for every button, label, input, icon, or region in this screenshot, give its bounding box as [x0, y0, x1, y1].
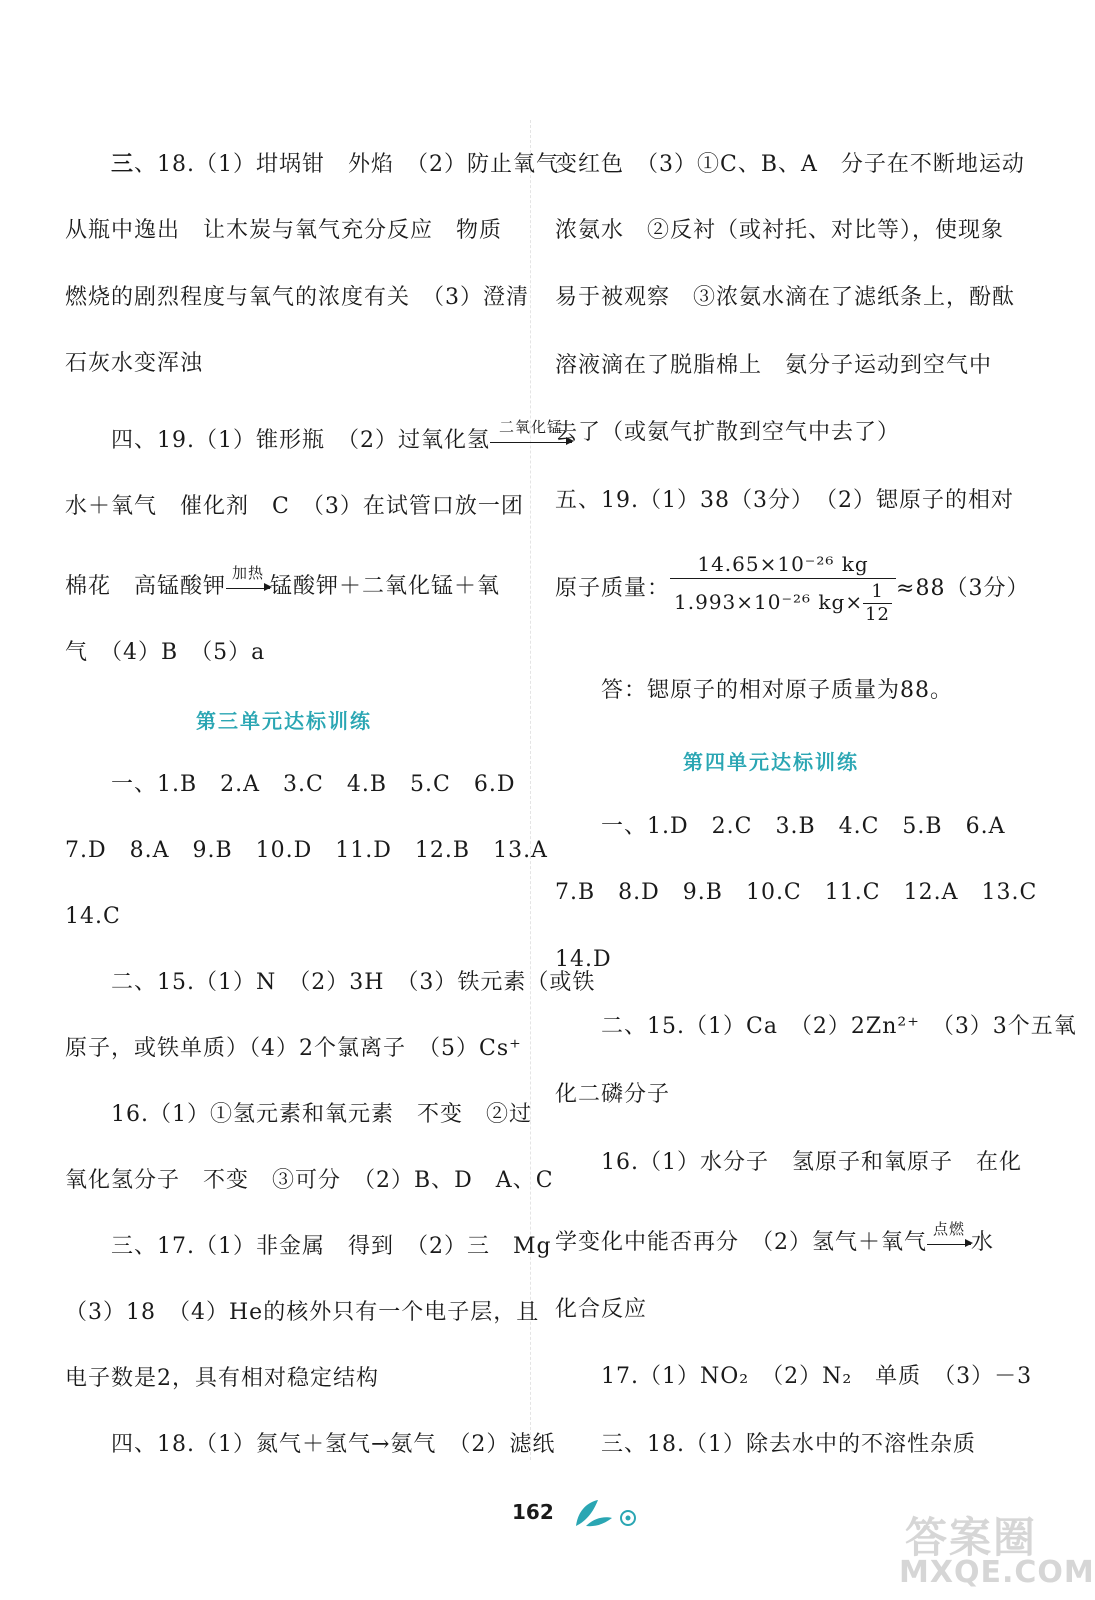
- formula-subfraction: $\frac{1}{12}$: [865, 581, 891, 625]
- answer-line: 二、15.（1）N （2）3H （3）铁元素（或铁: [111, 970, 596, 995]
- answer-line: 7.B 8.D 9.B 10.C 11.C 12.A 13.C: [555, 880, 1038, 905]
- answer-line: 原子，或铁单质）（4）2个氯离子 （5）Cs⁺: [65, 1036, 522, 1061]
- answer-line: 水＋氧气 催化剂 C （3）在试管口放一团: [65, 494, 524, 519]
- answer-line: 二、15.（1）Ca （2）2Zn²⁺ （3）3个五氧: [601, 1014, 1077, 1039]
- answer-line: 从瓶中逸出 让木炭与氧气充分反应 物质: [65, 218, 503, 243]
- answer-line: 三、18.（1）除去水中的不溶性杂质: [601, 1432, 976, 1457]
- answer-line: 氧化氢分子 不变 ③可分 （2）B、D A、C: [65, 1168, 554, 1193]
- reaction-arrow: 二氧化锰: [490, 440, 572, 443]
- answer-line: 浓氨水 ②反衬（或衬托、对比等），使现象: [555, 218, 1005, 243]
- answer-line: 五、19.（1）38（3分） （2）锶原子的相对: [555, 488, 1014, 513]
- answer-line: 气 （4）B （5）a: [65, 640, 266, 665]
- answer-line: 化合反应: [555, 1297, 648, 1322]
- answer-line: 三、18.（1）坩埚钳 外焰 （2）防止氧气: [111, 152, 559, 177]
- answer-line: 化二磷分子: [555, 1082, 671, 1107]
- answer-line: 一、1.B 2.A 3.C 4.B 5.C 6.D: [111, 772, 516, 797]
- answer-line: 7.D 8.A 9.B 10.D 11.D 12.B 13.A: [65, 838, 548, 863]
- section-heading: 第四单元达标训练: [683, 750, 859, 774]
- answer-line: 16.（1）①氢元素和氧元素 不变 ②过: [111, 1102, 532, 1127]
- answer-line: 四、18.（1）氮气＋氢气→氨气 （2）滤纸: [111, 1432, 556, 1457]
- formula-line: 原子质量： 14.65×10⁻²⁶ kg 1.993×10⁻²⁶ kg× $\frac{1}{12}$ ≈88（3分）: [555, 552, 1030, 625]
- watermark: 答案圈 MXQE.COM: [899, 1513, 1095, 1590]
- leaf-icon: [572, 1496, 642, 1534]
- answer-line: 燃烧的剧烈程度与氧气的浓度有关 （3）澄清: [65, 285, 529, 310]
- answer-line: 电子数是2，具有相对稳定结构: [65, 1366, 379, 1391]
- answer-line: 一、1.D 2.C 3.B 4.C 5.B 6.A: [601, 814, 1006, 839]
- answer-line: 石灰水变浑浊: [65, 351, 204, 376]
- section-heading: 第三单元达标训练: [196, 709, 372, 733]
- answer-line: 去了（或氨气扩散到空气中去了）: [555, 420, 901, 445]
- answer-line: （3）18 （4）He的核外只有一个电子层，且: [65, 1300, 540, 1325]
- answer-line: 14.C: [65, 904, 121, 929]
- reaction-arrow: 点燃: [927, 1242, 971, 1245]
- formula-fraction: 14.65×10⁻²⁶ kg 1.993×10⁻²⁶ kg× $\frac{1}{12}$: [670, 552, 896, 626]
- answer-line: 四、19.（1）锥形瓶 （2）过氧化氢 二氧化锰: [111, 426, 572, 456]
- answer-line: 14.D: [555, 947, 612, 972]
- answer-line: 17.（1）NO₂ （2）N₂ 单质 （3）－3: [601, 1364, 1033, 1389]
- answer-line: 易于被观察 ③浓氨水滴在了滤纸条上，酚酞: [555, 285, 1016, 310]
- answer-line: 变红色 （3）①C、B、A 分子在不断地运动: [555, 152, 1025, 177]
- answer-line: 学变化中能否再分 （2）氢气＋氧气 点燃 水: [555, 1219, 995, 1255]
- reaction-arrow: 加热: [226, 586, 270, 589]
- answer-line: 16.（1）水分子 氢原子和氧原子 在化: [601, 1150, 1022, 1175]
- answer-line: 溶液滴在了脱脂棉上 氨分子运动到空气中: [555, 353, 993, 378]
- answer-line: 三、17.（1）非金属 得到 （2）三 Mg: [111, 1234, 552, 1259]
- answer-line: 答：锶原子的相对原子质量为88。: [601, 678, 953, 703]
- answer-line: 棉花 高锰酸钾 加热 锰酸钾＋二氧化锰＋氧: [65, 563, 501, 599]
- page-number: 162: [512, 1500, 554, 1524]
